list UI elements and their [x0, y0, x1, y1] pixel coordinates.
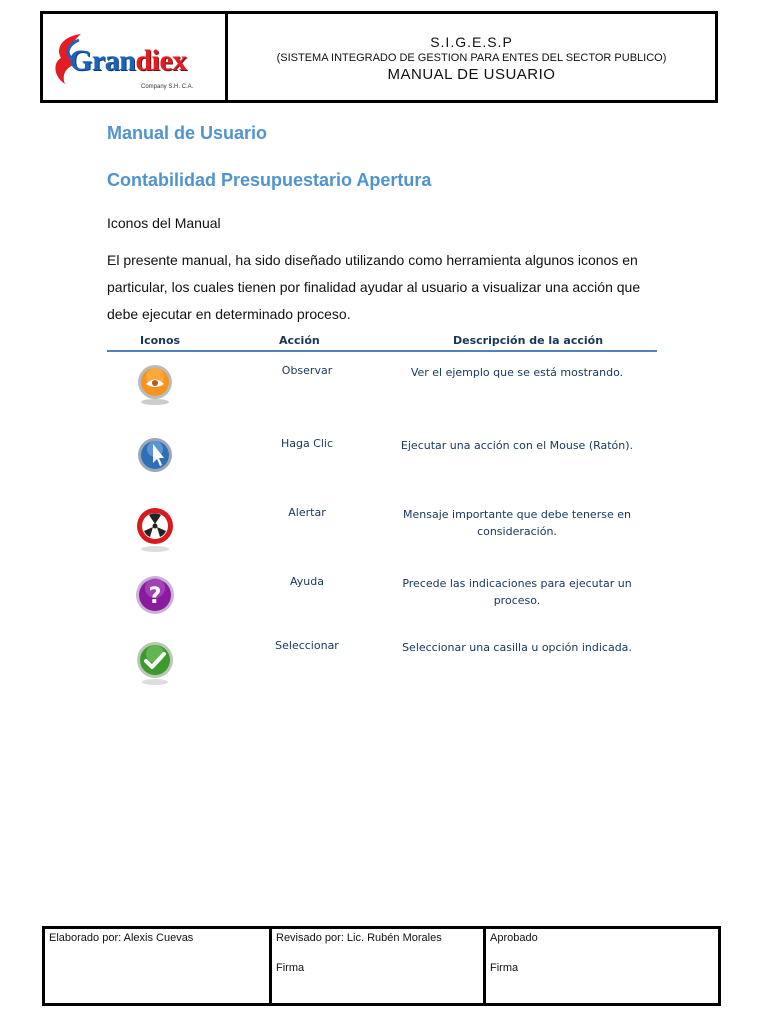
action-description: Ejecutar una acción con el Mouse (Ratón).	[400, 439, 634, 452]
col-header-icons: Iconos	[140, 334, 181, 347]
document-header	[40, 11, 718, 103]
table-header	[107, 332, 657, 352]
eye-icon	[135, 362, 175, 406]
mouse-click-icon	[135, 435, 175, 479]
col-header-action: Acción	[279, 334, 320, 347]
action-description: Seleccionar una casilla u opción indicada.	[402, 641, 632, 654]
elaborado-text: Elaborado por: Alexis Cuevas	[49, 932, 194, 944]
footer-aprobado	[483, 929, 718, 1003]
header-title-block	[228, 14, 715, 100]
action-label: Seleccionar	[275, 639, 339, 652]
alert-icon	[135, 504, 175, 554]
revisado-text: Revisado por: Lic. Rubén Morales	[276, 932, 442, 944]
help-icon	[135, 573, 175, 621]
action-description: Mensaje importante que debe tenerse en consideración.	[403, 508, 631, 538]
action-label: Ayuda	[290, 575, 324, 588]
document-footer	[42, 926, 721, 1006]
system-fullname: (SISTEMA INTEGRADO DE GESTION PARA ENTES DEL SECTOR PUBLICO)	[276, 51, 667, 64]
document-type: MANUAL DE USUARIO	[387, 65, 556, 83]
action-description: Ver el ejemplo que se está mostrando.	[410, 366, 624, 379]
company-logo	[43, 14, 228, 100]
action-label: Observar	[281, 364, 333, 377]
svg-text:?: ?	[148, 584, 162, 609]
aprobado-text: Aprobado	[490, 932, 538, 944]
logo-subtext: Company S.H. C.A.	[141, 84, 194, 90]
col-header-description: Descripción de la acción	[453, 334, 604, 347]
footer-revisado	[269, 929, 483, 1003]
action-label: Alertar	[288, 506, 326, 519]
system-acronym: S.I.G.E.S.P	[430, 33, 513, 50]
heading-module: Contabilidad Presupuestario Apertura	[107, 170, 432, 190]
icons-table	[107, 332, 657, 654]
revisado-firma: Firma	[276, 962, 305, 974]
logo-wordmark: Grandiex	[69, 44, 187, 77]
heading-manual: Manual de Usuario	[107, 123, 268, 143]
footer-elaborado	[45, 929, 269, 1003]
aprobado-firma: Firma	[490, 962, 519, 974]
section-label: Iconos del Manual	[107, 215, 221, 231]
logo-wordmark-accent: diex	[135, 44, 187, 77]
action-label: Haga Clic	[280, 437, 334, 450]
intro-paragraph: El presente manual, ha sido diseñado utilizando como herramienta algunos iconos en particular, los cuales tienen por finalidad ayudar al usuario a visualizar una acción que debe ejecutar en determinado proceso.	[107, 252, 641, 322]
action-description: Precede las indicaciones para ejecutar un proceso.	[402, 577, 632, 607]
check-icon	[135, 637, 175, 687]
